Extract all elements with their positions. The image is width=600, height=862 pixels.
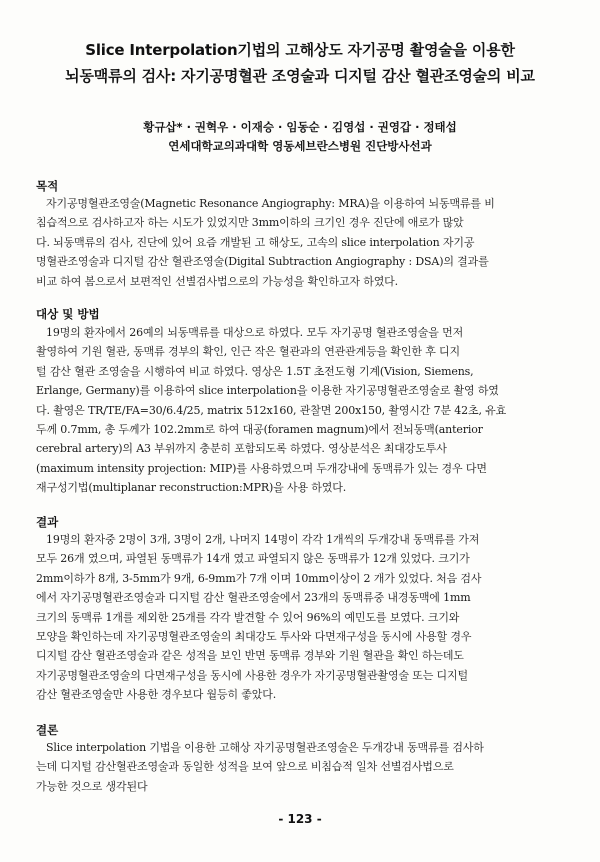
body-line: 다. 뇌동맥류의 검사, 진단에 있어 요즘 개발된 고 해상도, 고속의 slice interpolation 자기공 xyxy=(36,235,475,249)
section-heading-results: 결과 xyxy=(36,515,59,529)
body-line: 19명의 환자중 2명이 3개, 3명이 2개, 나머지 14명이 각각 1개씩의 두개강내 동맥류를 가져 xyxy=(46,533,480,546)
title-line-2: 뇌동맥류의 검사: 자기공명혈관 조영술과 디지털 감산 혈관조영술의 비교 xyxy=(65,67,535,85)
body-line: 감산 혈관조영술만 사용한 경우보다 월등히 좋았다. xyxy=(36,688,277,702)
section-body-purpose xyxy=(36,194,566,291)
body-line: 침습적으로 검사하고자 하는 시도가 있었지만 3mm이하의 크기인 경우 진단에 애로가 많았 xyxy=(36,216,464,230)
body-line: 모양을 확인하는데 자기공명혈관조영술의 최대강도 투사와 다면재구성을 동시에 사용할 경우 xyxy=(36,629,472,643)
page-number: - 123 - xyxy=(278,812,322,826)
section-body-results xyxy=(36,530,566,705)
body-line: Slice interpolation 기법을 이용한 고해상 자기공명혈관조영술은 두개강내 동맥류를 검사하 xyxy=(46,741,484,754)
author-list: 황규삽* · 권혁우 · 이재승 · 임동순 · 김영섭 · 권영갑 · 정태섭 xyxy=(143,120,457,134)
body-line: Erlange, Germany)를 이용하여 slice interpolation을 이용한 자기공명혈관조영술로 촬영 하였 xyxy=(36,384,499,398)
body-line: 19명의 환자에서 26예의 뇌동맥류를 대상으로 하였다. 모두 자기공명 혈관조영술을 먼저 xyxy=(46,326,464,339)
section-heading-purpose: 목적 xyxy=(36,179,59,193)
section-body-conclusion xyxy=(36,738,566,796)
body-line: 명혈관조영술과 디지털 감산 혈관조영술(Digital Subtraction Angiography : DSA)의 결과를 xyxy=(36,255,489,269)
body-line: 크기의 동맥류 1개를 제외한 25개를 각각 발견할 수 있어 96%의 예민도를 보였다. 크기와 xyxy=(36,610,460,624)
body-line: (maximum intensity projection: MIP)를 사용하였으며 두개강내에 동맥류가 있는 경우 다면 xyxy=(36,461,487,475)
body-line: 털 감산 혈관 조영술을 시행하여 비교 하였다. 영상은 1.5T 초전도형 기계(Vision, Siemens, xyxy=(36,364,474,378)
body-line: 는데 디지털 감산혈관조영술과 동일한 성적을 보여 앞으로 비침습적 일차 선별검사법으로 xyxy=(36,760,454,774)
section-body-methods xyxy=(36,323,566,498)
body-line: 다. 촬영은 TR/TE/FA=30/6.4/25, matrix 512x160, 관찰면 200x150, 촬영시간 7분 42초, 유효 xyxy=(36,403,507,417)
affiliation: 연세대학교의과대학 영동세브란스병원 진단방사선과 xyxy=(168,139,432,153)
body-line: 비교 하여 봄으로서 보편적인 선별검사법으로의 가능성을 확인하고자 하였다. xyxy=(36,274,399,288)
body-line: 가능한 것으로 생각된다 xyxy=(36,779,148,793)
title-line-1: Slice Interpolation기법의 고해상도 자기공명 촬영술을 이용한 xyxy=(85,41,515,59)
body-line: 자기공명혈관조영술의 다면재구성을 동시에 사용한 경우가 자기공명혈관촬영술 또는 디지털 xyxy=(36,668,468,682)
section-heading-conclusion: 결론 xyxy=(36,723,59,737)
section-heading-methods: 대상 및 방법 xyxy=(36,307,100,321)
body-line: 에서 자기공명혈관조영술과 디지털 감산 혈관조영술에서 23개의 동맥류중 내경동맥에 1mm xyxy=(36,591,471,605)
body-line: 자기공명혈관조영술(Magnetic Resonance Angiography: MRA)을 이용하여 뇌동맥류를 비 xyxy=(46,197,495,210)
body-line: cerebral artery)의 A3 부위까지 충분히 포함되도록 하였다. 영상분석은 최대강도투사 xyxy=(36,442,447,456)
body-line: 촬영하여 기원 혈관, 동맥류 경부의 확인, 인근 작은 혈관과의 연관관계등을 확인한 후 디지 xyxy=(36,345,460,359)
body-line: 재구성기법(multiplanar reconstruction:MPR)을 사용 하였다. xyxy=(36,481,347,495)
body-line: 2mm이하가 8개, 3-5mm가 9개, 6-9mm가 7개 이며 10mm이상이 2 개가 있었다. 처음 검사 xyxy=(36,571,482,585)
body-line: 두께 0.7mm, 총 두께가 102.2mm로 하여 대공(foramen magnum)에서 전뇌동맥(anterior xyxy=(36,422,483,436)
body-line: 디지털 감산 혈관조영술과 같은 성적을 보인 반면 동맥류 경부와 기원 혈관을 확인 하는데도 xyxy=(36,649,464,663)
body-line: 모두 26개 였으며, 파열된 동맥류가 14개 였고 파열되지 않은 동맥류가 12개 있었다. 크기가 xyxy=(36,552,470,566)
